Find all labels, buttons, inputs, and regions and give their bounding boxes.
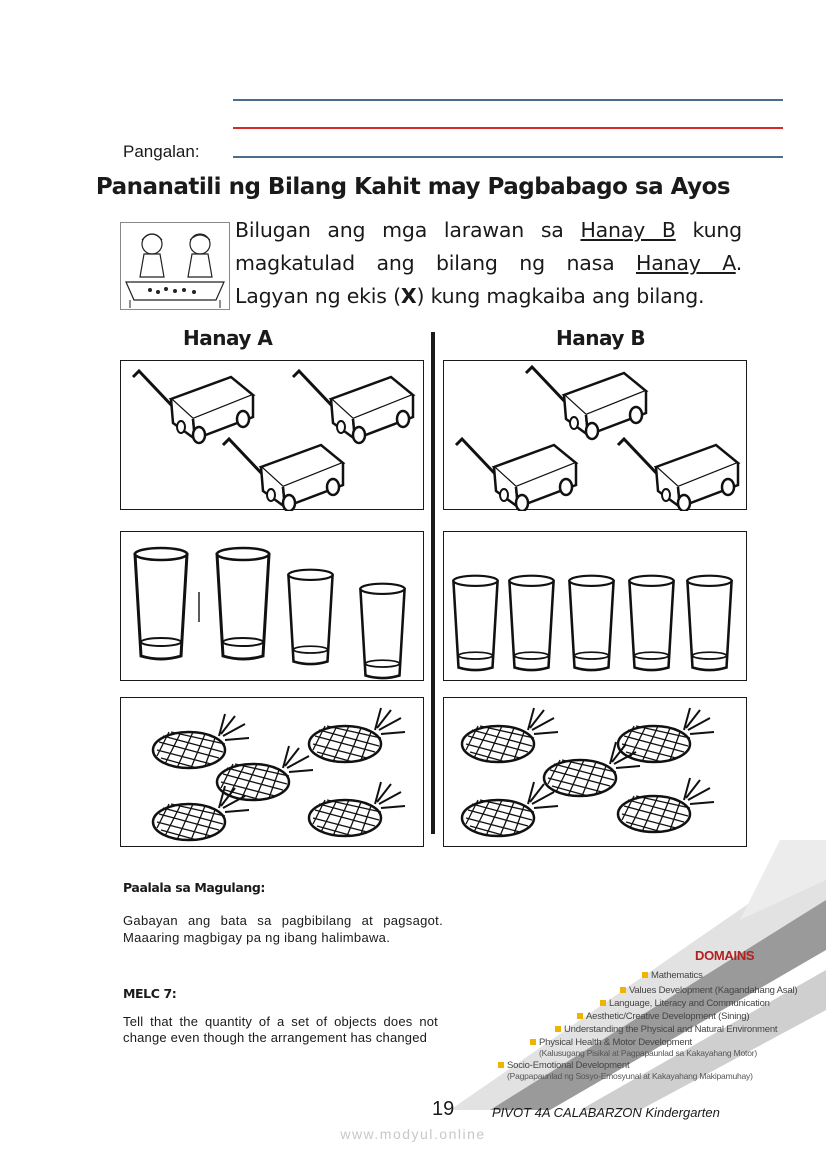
pineapple	[462, 708, 558, 762]
glass	[629, 576, 673, 670]
instructions	[235, 214, 742, 313]
panel-b-wagons[interactable]	[443, 360, 747, 510]
melc-title: MELC 7:	[123, 986, 177, 1001]
pineapple-group-b	[444, 698, 748, 848]
instructions-line-3: Lagyan ng ekis (X) kung magkaiba ang bilang.	[235, 284, 705, 308]
domain-item: Physical Health & Motor Development (Kalusugang Pisikal at Pagpapaunlad sa Kakayahang Motor)	[530, 1037, 757, 1058]
parent-note-title: Paalala sa Magulang:	[123, 880, 266, 895]
glass	[687, 576, 731, 670]
column-b-title: Hanay B	[556, 326, 646, 350]
pineapple-group-a	[121, 698, 425, 848]
children-counting-illustration	[120, 222, 230, 310]
instructions-line-2: magkatulad ang bilang ng nasa Hanay A.	[235, 251, 743, 275]
column-a-title: Hanay A	[183, 326, 273, 350]
name-label: Pangalan:	[123, 142, 200, 161]
panel-b-glasses[interactable]	[443, 531, 747, 681]
wagon	[456, 439, 576, 511]
pineapple	[462, 782, 558, 836]
wagon-group-b	[444, 361, 748, 511]
bullet-icon	[555, 1026, 561, 1032]
bullet-icon	[498, 1062, 504, 1068]
page-number: 19	[432, 1098, 455, 1120]
parent-note-text: Gabayan ang bata sa pagbibilang at pagsagot. Maaaring magbigay pa ng ibang halimbawa.	[123, 913, 443, 945]
wagon	[293, 371, 413, 443]
instructions-line-1: Bilugan ang mga larawan sa Hanay B kung	[235, 218, 742, 242]
panel-a-wagons	[120, 360, 424, 510]
domains-title: DOMAINS	[695, 948, 755, 963]
glass	[509, 576, 553, 670]
panel-a-pineapples	[120, 697, 424, 847]
domain-item: Language, Literacy and Communication	[600, 998, 770, 1009]
wagon-group-a	[121, 361, 425, 511]
top-rule-blue	[233, 99, 783, 101]
column-divider	[431, 332, 435, 834]
name-field-line[interactable]	[233, 156, 783, 158]
glass	[569, 576, 613, 670]
pineapple	[618, 778, 714, 832]
glass	[135, 548, 187, 659]
wagon	[133, 371, 253, 443]
panel-b-pineapples[interactable]	[443, 697, 747, 847]
domain-item: Socio-Emotional Development (Pagpapaunlad ng Sosyo-Emosyunal at Kakayahang Makipamuhay)	[498, 1060, 753, 1081]
glass	[288, 570, 332, 664]
domain-item: Understanding the Physical and Natural Environment	[555, 1024, 777, 1035]
domain-item: Values Development (Kagandahang Asal)	[620, 985, 797, 996]
glass-group-a	[121, 532, 425, 682]
website-watermark: www.modyul.online	[340, 1126, 486, 1142]
bullet-icon	[620, 987, 626, 993]
glass-group-b	[444, 532, 748, 682]
glass	[360, 584, 404, 678]
melc-text: Tell that the quantity of a set of objects does not change even though the arrangement has changed	[123, 1014, 438, 1045]
top-rule-red	[233, 127, 783, 129]
wagon	[223, 439, 343, 511]
bullet-icon	[530, 1039, 536, 1045]
glass	[453, 576, 497, 670]
pineapple	[309, 782, 405, 836]
wagon	[618, 439, 738, 511]
wagon	[526, 367, 646, 439]
worksheet-title: Pananatili ng Bilang Kahit may Pagbabago sa Ayos	[95, 174, 731, 200]
domain-item: Aesthetic/Creative Development (Sining)	[577, 1011, 749, 1022]
panel-a-glasses	[120, 531, 424, 681]
footer-text: PIVOT 4A CALABARZON Kindergarten	[492, 1105, 720, 1120]
bullet-icon	[577, 1013, 583, 1019]
bullet-icon	[600, 1000, 606, 1006]
domain-item: Mathematics	[642, 970, 703, 981]
pineapple	[309, 708, 405, 762]
check-icon	[642, 972, 648, 978]
pineapple	[153, 714, 249, 768]
glass	[217, 548, 269, 659]
